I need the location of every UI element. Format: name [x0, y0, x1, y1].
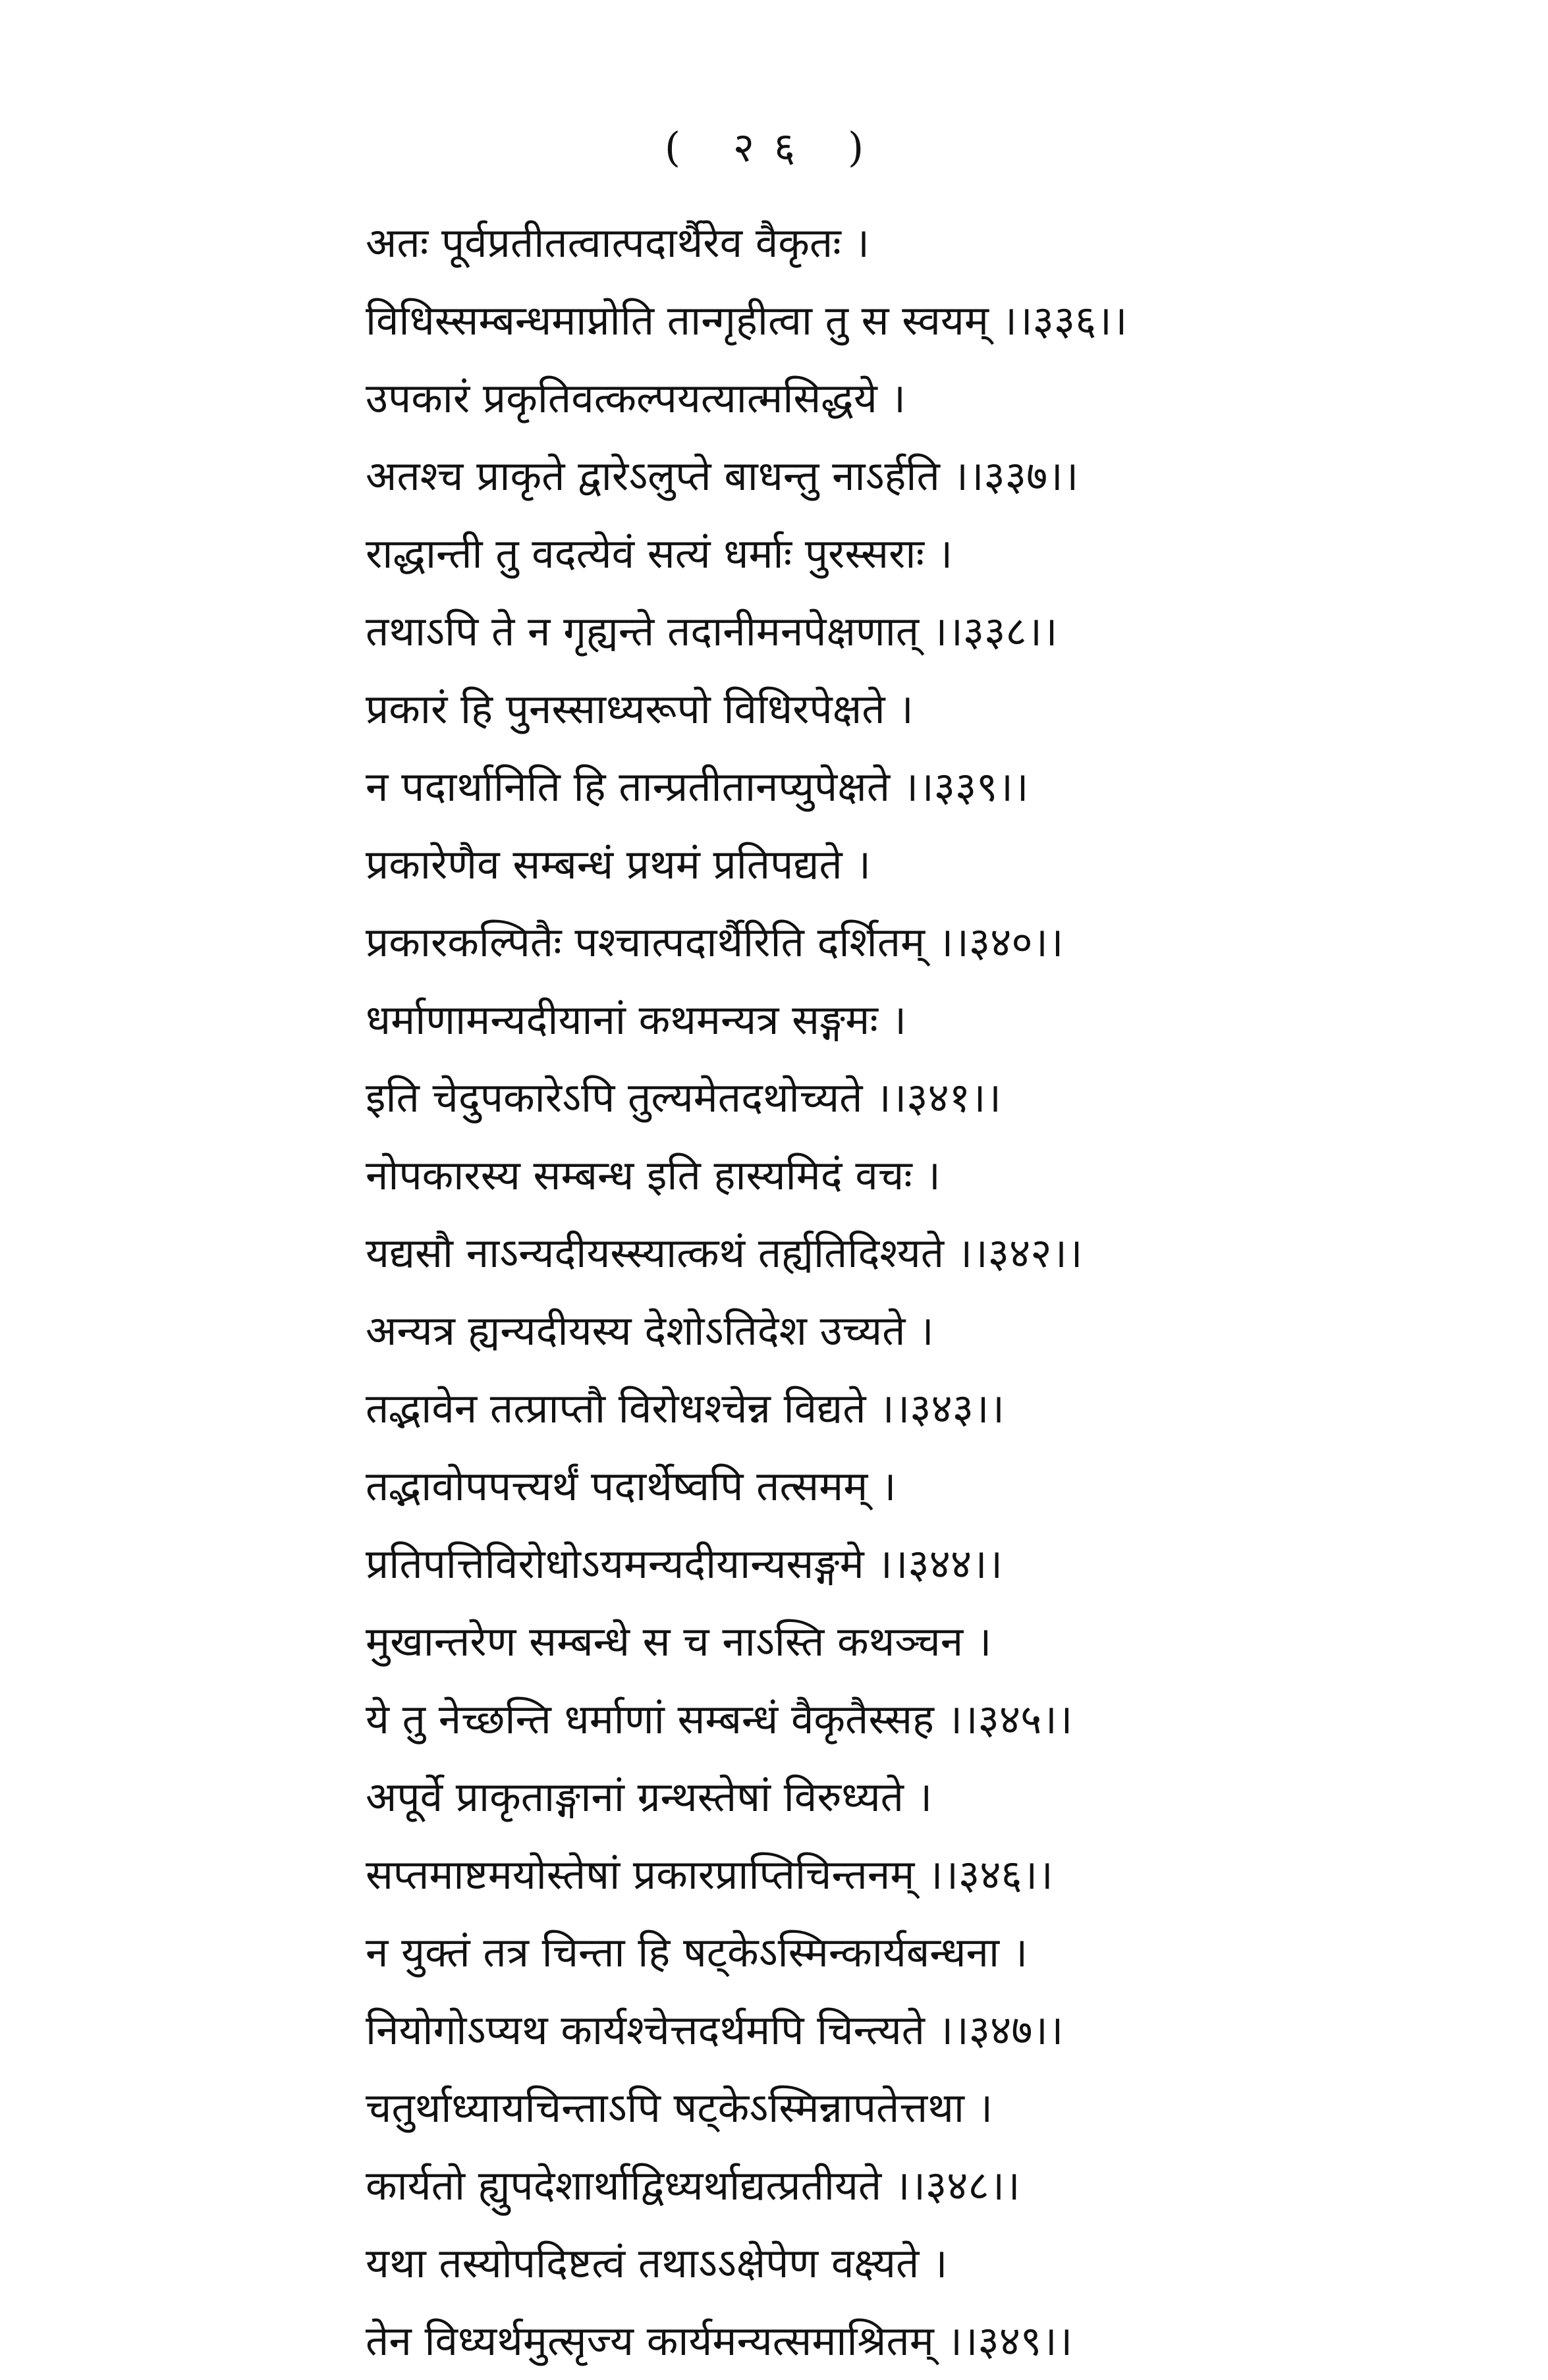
- verse-line: प्रकारं हि पुनस्साध्यरूपो विधिरपेक्षते ।: [366, 685, 914, 733]
- verse-line: राद्धान्ती तु वदत्येवं सत्यं धर्माः पुरस्सराः ।: [366, 529, 953, 578]
- verse-line: प्रकारेणैव सम्बन्धं प्रथमं प्रतिपद्यते ।: [366, 840, 871, 888]
- verse-line: यद्यसौ नाऽन्यदीयस्स्यात्कथं तर्ह्यतिदिश्यते ।।३४२।।: [366, 1229, 1083, 1277]
- verse-line: तद्भावेन तत्प्राप्तौ विरोधश्चेन्न विद्यते ।।३४३।।: [366, 1384, 1005, 1432]
- verse-line: सप्तमाष्टमयोस्तेषां प्रकारप्राप्तिचिन्तनम् ।।३४६।।: [366, 1851, 1053, 1899]
- verse-line: अतः पूर्वप्रतीतत्वात्पदार्थैरेव वैकृतः ।: [366, 219, 870, 267]
- verse-line: चतुर्थाध्यायचिन्ताऽपि षट्केऽस्मिन्नापतेत्तथा ।: [366, 2084, 993, 2132]
- verse-line: अन्यत्र ह्यन्यदीयस्य देशोऽतिदेश उच्यते ।: [366, 1307, 934, 1355]
- verse-line: कार्यतो ह्युपदेशार्थाद्विध्यर्थाद्यत्प्रतीयते ।।३४८।।: [366, 2161, 1020, 2209]
- verse-line: अतश्च प्राकृते द्वारेऽलुप्ते बाधन्तु नाऽर्हति ।।३३७।।: [366, 452, 1079, 500]
- verse-line: न युक्तं तत्र चिन्ता हि षट्केऽस्मिन्कार्यबन्धना ।: [366, 1928, 1028, 1976]
- verse-line: प्रकारकल्पितैः पश्चात्पदार्थैरिति दर्शितम् ।।३४०।।: [366, 918, 1064, 966]
- verse-block: [366, 204, 1288, 2380]
- verse-line: न पदार्थानिति हि तान्प्रतीतानप्युपेक्षते ।।३३९।।: [366, 763, 1029, 811]
- verse-line: नियोगोऽप्यथ कार्यश्चेत्तदर्थमपि चिन्त्यते ।।३४७।।: [366, 2006, 1064, 2054]
- verse-line: यथा तस्योपदिष्टत्वं तथाऽऽक्षेपेण वक्ष्यते ।: [366, 2239, 948, 2287]
- verse-line: तेन विध्यर्थमुत्सृज्य कार्यमन्यत्समाश्रितम् ।।३४९।।: [366, 2317, 1073, 2365]
- verse-line: धर्माणामन्यदीयानां कथमन्यत्र सङ्गमः ।: [366, 996, 907, 1044]
- verse-line: प्रतिपत्तिविरोधोऽयमन्यदीयान्यसङ्गमे ।।३४४।।: [366, 1540, 1003, 1588]
- verse-line: उपकारं प्रकृतिवत्कल्पयत्यात्मसिद्धये ।: [366, 374, 906, 422]
- verse-line: तथाऽपि ते न गृह्यन्ते तदानीमनपेक्षणात् ।।३३८।।: [366, 607, 1058, 655]
- verse-line: इति चेदुपकारेऽपि तुल्यमेतदथोच्यते ।।३४१।।: [366, 1073, 1001, 1122]
- verse-line: मुखान्तरेण सम्बन्धे स च नाऽस्ति कथञ्चन ।: [366, 1617, 992, 1665]
- verse-line: ये तु नेच्छन्ति धर्माणां सम्बन्धं वैकृतैस्सह ।।३४५।।: [366, 1695, 1073, 1743]
- verse-line: विधिस्सम्बन्धमाप्नोति तान्गृहीत्वा तु स स्वयम् ।।३३६।।: [366, 296, 1128, 344]
- page-number: ( २६ ): [664, 123, 884, 171]
- verse-line: नोपकारस्य सम्बन्ध इति हास्यमिदं वचः ।: [366, 1151, 941, 1199]
- verse-line: अपूर्वे प्राकृताङ्गानां ग्रन्थस्तेषां विरुध्यते ।: [366, 1773, 933, 1821]
- verse-line: तद्भावोपपत्त्यर्थं पदार्थेष्वपि तत्समम् ।: [366, 1462, 897, 1510]
